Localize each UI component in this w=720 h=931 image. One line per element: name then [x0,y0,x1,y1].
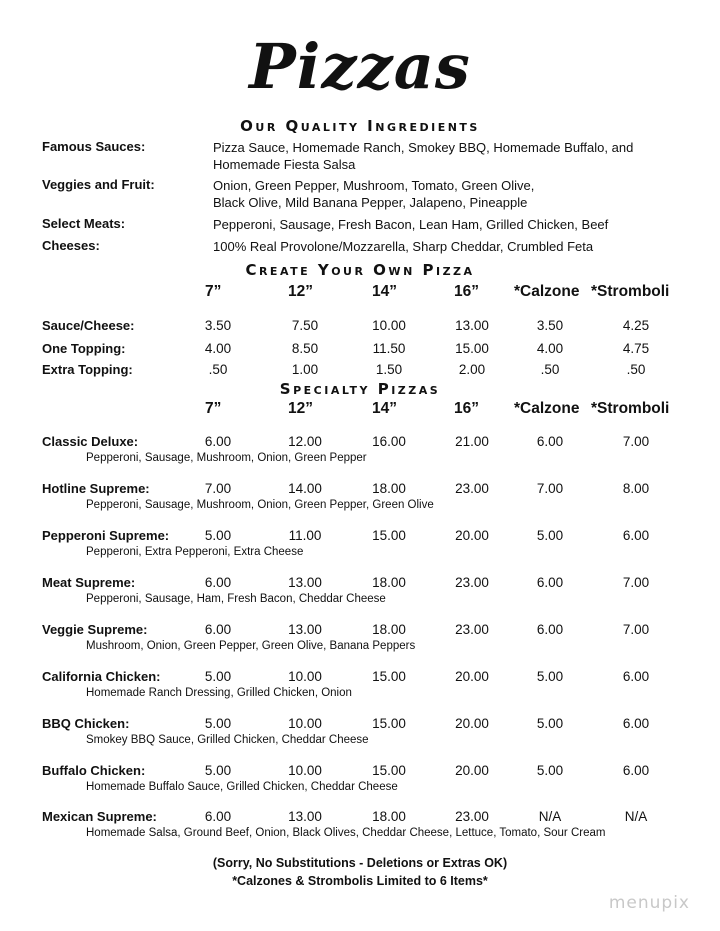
price-cell: 10.00 [288,669,322,684]
price-cell: 3.50 [536,318,564,333]
row-label: Sauce/Cheese: [42,318,135,333]
item-description: Smokey BBQ Sauce, Grilled Chicken, Cheddar Cheese [86,734,369,746]
price-cell: 5.00 [536,763,564,778]
row-label: One Topping: [42,341,126,356]
column-header: 7” [205,400,222,417]
row-label: Buffalo Chicken: [42,763,146,778]
price-cell: 6.00 [204,575,232,590]
price-cell: 5.00 [536,669,564,684]
price-cell: 23.00 [455,481,489,496]
price-cell: 18.00 [372,622,406,637]
row-label: Meat Supreme: [42,575,136,590]
ingredient-label: Veggies and Fruit: [42,177,155,192]
price-cell: 7.00 [622,434,650,449]
page-title: Pizzas [249,30,471,103]
price-cell: N/A [624,809,648,824]
ingredient-label: Famous Sauces: [42,139,146,154]
price-cell: 20.00 [455,528,489,543]
row-label: Mexican Supreme: [42,809,157,824]
price-cell: 15.00 [455,341,489,356]
item-description: Mushroom, Onion, Green Pepper, Green Olive, Banana Peppers [86,640,416,652]
column-header: 16” [454,283,479,300]
price-cell: 6.00 [204,622,232,637]
price-cell: 5.00 [204,528,232,543]
price-cell: 1.50 [375,362,403,377]
price-cell: 10.00 [372,318,406,333]
footer-note-substitutions: (Sorry, No Substitutions - Deletions or Extras OK) [212,856,508,870]
row-label: California Chicken: [42,669,161,684]
ingredient-text: Pizza Sauce, Homemade Ranch, Smokey BBQ, Homemade Buffalo, and Homemade Fiesta Salsa [213,140,634,172]
price-cell: 6.00 [204,809,232,824]
price-cell: 5.00 [204,716,232,731]
price-cell: 5.00 [204,763,232,778]
row-label: Veggie Supreme: [42,622,148,637]
price-cell: 1.00 [291,362,319,377]
row-label: Extra Topping: [42,362,133,377]
column-header: *Calzone [514,400,580,417]
price-cell: .50 [208,362,228,377]
column-header: 14” [372,400,397,417]
price-cell: 6.00 [622,763,650,778]
price-cell: 6.00 [536,622,564,637]
price-cell: .50 [626,362,646,377]
price-cell: 13.00 [288,622,322,637]
price-cell: 12.00 [288,434,322,449]
price-cell: 10.00 [288,716,322,731]
price-cell: 7.00 [204,481,232,496]
ingredient-text: Pepperoni, Sausage, Fresh Bacon, Lean Ham, Grilled Chicken, Beef [213,217,609,232]
item-description: Homemade Ranch Dressing, Grilled Chicken, Onion [86,687,352,699]
row-label: BBQ Chicken: [42,716,130,731]
column-header: 7” [205,283,222,300]
price-cell: 3.50 [204,318,232,333]
column-header: 12” [288,283,313,300]
specialty-heading: Specialty Pizzas [279,380,441,398]
price-cell: 5.00 [536,716,564,731]
item-description: Pepperoni, Sausage, Mushroom, Onion, Green Pepper, Green Olive [86,499,434,511]
price-cell: 23.00 [455,809,489,824]
item-description: Homemade Buffalo Sauce, Grilled Chicken, Cheddar Cheese [86,781,398,793]
price-cell: 23.00 [455,575,489,590]
price-cell: 6.00 [536,434,564,449]
price-cell: 6.00 [622,669,650,684]
price-cell: 21.00 [455,434,489,449]
price-cell: 13.00 [455,318,489,333]
price-cell: 2.00 [458,362,486,377]
price-cell: 16.00 [372,434,406,449]
create-heading: Create Your Own Pizza [245,261,475,279]
ingredients-heading: Our Quality Ingredients [240,117,480,135]
price-cell: 18.00 [372,481,406,496]
row-label: Classic Deluxe: [42,434,139,449]
price-cell: 7.00 [622,622,650,637]
price-cell: 6.00 [622,716,650,731]
item-description: Pepperoni, Sausage, Mushroom, Onion, Green Pepper [86,452,367,464]
column-header: *Stromboli [591,283,670,300]
column-header: *Stromboli [591,400,670,417]
column-header: *Calzone [514,283,580,300]
price-cell: 20.00 [455,669,489,684]
watermark: menupix [608,893,690,913]
price-cell: 4.75 [622,341,650,356]
price-cell: 15.00 [372,763,406,778]
column-header: 12” [288,400,313,417]
price-cell: 10.00 [288,763,322,778]
price-cell: 15.00 [372,669,406,684]
price-cell: 5.00 [536,528,564,543]
price-cell: 4.00 [204,341,232,356]
price-cell: 4.00 [536,341,564,356]
ingredient-text: Onion, Green Pepper, Mushroom, Tomato, Green Olive, Black Olive, Mild Banana Pepper, Jalapeno, Pineapple [213,178,535,210]
price-cell: 7.00 [622,575,650,590]
price-cell: 18.00 [372,809,406,824]
price-cell: 6.00 [622,528,650,543]
column-header: 14” [372,283,397,300]
price-cell: 11.00 [288,528,322,543]
price-cell: 7.00 [536,481,564,496]
price-cell: 6.00 [204,434,232,449]
price-cell: 18.00 [372,575,406,590]
price-cell: 6.00 [536,575,564,590]
price-cell: .50 [540,362,560,377]
price-cell: 8.50 [291,341,319,356]
item-description: Pepperoni, Extra Pepperoni, Extra Cheese [86,546,304,558]
footer-note-limit: *Calzones & Strombolis Limited to 6 Items* [232,874,488,888]
ingredient-label: Cheeses: [42,238,100,253]
price-cell: 23.00 [455,622,489,637]
price-cell: 11.50 [372,341,406,356]
row-label: Pepperoni Supreme: [42,528,170,543]
price-cell: 20.00 [455,763,489,778]
price-cell: 15.00 [372,528,406,543]
item-description: Homemade Salsa, Ground Beef, Onion, Black Olives, Cheddar Cheese, Lettuce, Tomato, Sour Cream [86,827,606,839]
price-cell: 14.00 [288,481,322,496]
price-cell: 20.00 [455,716,489,731]
row-label: Hotline Supreme: [42,481,150,496]
price-cell: 13.00 [288,809,322,824]
item-description: Pepperoni, Sausage, Ham, Fresh Bacon, Cheddar Cheese [86,593,386,605]
ingredient-label: Select Meats: [42,216,126,231]
price-cell: 15.00 [372,716,406,731]
price-cell: 13.00 [288,575,322,590]
price-cell: 4.25 [622,318,650,333]
column-header: 16” [454,400,479,417]
price-cell: 8.00 [622,481,650,496]
price-cell: N/A [538,809,562,824]
price-cell: 7.50 [291,318,319,333]
ingredient-text: 100% Real Provolone/Mozzarella, Sharp Cheddar, Crumbled Feta [213,239,594,254]
price-cell: 5.00 [204,669,232,684]
